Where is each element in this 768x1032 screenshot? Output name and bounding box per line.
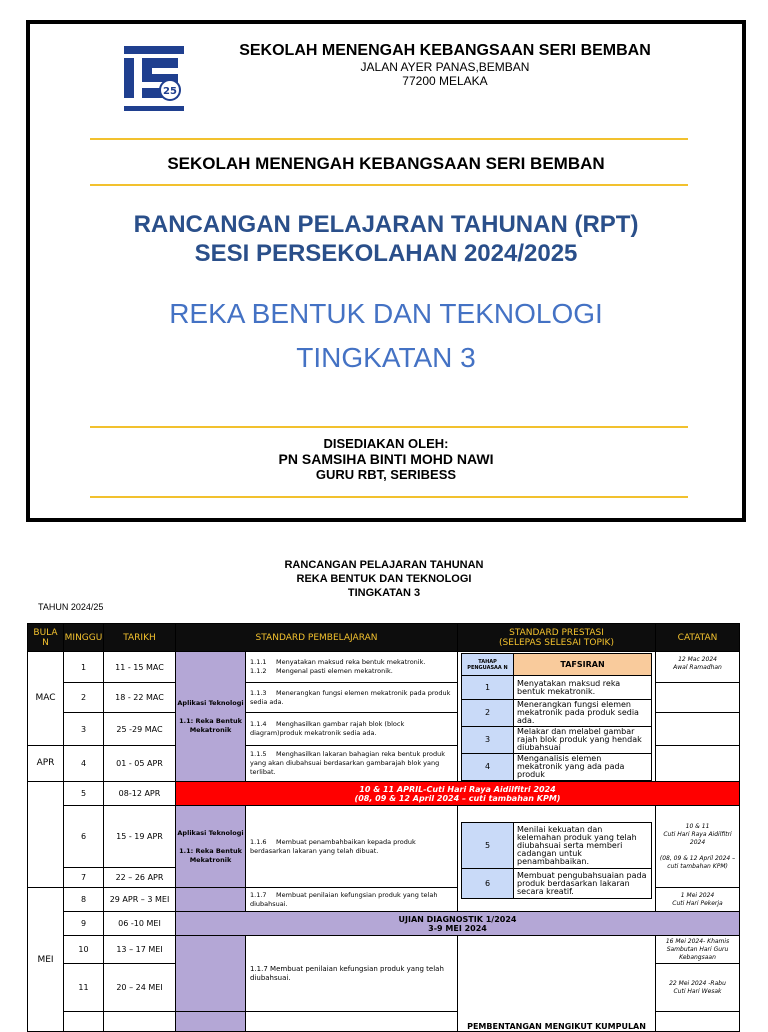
std-cell: 1.1.7 Membuat penilaian kefungsian produk yang telah diubahsuai.: [246, 936, 458, 1012]
level-text: Melakar dan melabel gambar rajah blok produk yang hendak diubahsuai: [514, 727, 652, 754]
teacher-role: GURU RBT, SERIBESS: [315, 467, 457, 482]
std-cell: [246, 888, 458, 912]
prestasi-cell: [458, 806, 656, 912]
std-text: Menghasilkan lakaran bahagian reka bentuk produk yang akan diubahsuai berdasarkan gambarajah blok yang terlibat.: [250, 749, 445, 776]
std-no: 1.1.2: [250, 667, 267, 676]
holiday-line2: (08, 09 & 12 April 2024 – cuti tambahan KPM): [354, 793, 561, 803]
col-bulan: BULA N: [28, 624, 64, 652]
topic-cell: [176, 652, 246, 782]
std-text: Membuat penambahbaikan kepada produk berdasarkan lakaran yang telah dibuat.: [250, 837, 416, 855]
topic-title: Aplikasi Teknologi: [177, 828, 244, 837]
level-no: 5: [462, 823, 514, 869]
exam-line1: UJIAN DIAGNOSTIK 1/2024: [398, 914, 517, 924]
prestasi-table: [461, 822, 652, 899]
note-w8: 1 Mei 2024 Cuti Hari Pekerja: [656, 888, 740, 912]
month-mei: MEI: [28, 888, 64, 1032]
level-no: 2: [462, 700, 514, 727]
plan-heading: [0, 558, 768, 600]
week-no: 8: [64, 888, 104, 912]
school-header: [210, 42, 680, 88]
rpt-title: [30, 210, 742, 268]
col-minggu: MINGGU: [64, 624, 104, 652]
form-level: TINGKATAN 3: [296, 342, 476, 373]
col-catatan: CATATAN: [656, 624, 740, 652]
table-row: [28, 912, 740, 936]
week-no: 4: [64, 745, 104, 781]
level-text: Membuat pengubahsuaian pada produk berdasarkan lakaran secara kreatif.: [514, 869, 652, 899]
col-standard-pembelajaran: STANDARD PEMBELAJARAN: [176, 624, 458, 652]
level-text: Menerangkan fungsi elemen mekatronik pada produk sedia ada.: [514, 700, 652, 727]
cell-empty: [246, 1012, 458, 1032]
week-no: 11: [64, 964, 104, 1012]
divider: [90, 496, 688, 498]
school-name: SEKOLAH MENENGAH KEBANGSAAN SERI BEMBAN: [239, 42, 651, 59]
week-date: 18 - 22 MAC: [104, 683, 176, 713]
divider: [90, 426, 688, 428]
table-row: [28, 936, 740, 964]
prepared-label: DISEDIAKAN OLEH:: [323, 436, 449, 451]
year-label: TAHUN 2024/25: [38, 602, 104, 612]
plan-heading-3: TINGKATAN 3: [347, 587, 421, 599]
title-line1: RANCANGAN PELAJARAN TAHUNAN (RPT): [133, 211, 639, 238]
note-empty: [656, 683, 740, 713]
topic-empty: [176, 1012, 246, 1032]
week-no: 2: [64, 683, 104, 713]
week-date: 15 - 19 APR: [104, 806, 176, 868]
level-text: Menganalisis elemen mekatronik yang ada pada produk: [514, 754, 652, 781]
week-date: 22 – 26 APR: [104, 868, 176, 888]
week-no: 5: [64, 782, 104, 806]
note-empty: [656, 745, 740, 781]
table-header-row: [28, 624, 740, 652]
week-date: 01 - 05 APR: [104, 745, 176, 781]
note-w1: 12 Mac 2024 Awal Ramadhan: [656, 652, 740, 683]
topic-empty: [176, 888, 246, 912]
level-no: 3: [462, 727, 514, 754]
std-text: Membuat penilaian kefungsian produk yang telah diubahsuai.: [250, 890, 438, 908]
std-no: 1.1.7: [250, 890, 267, 899]
exam-banner: [176, 912, 740, 936]
std-cell: [246, 806, 458, 888]
level-text: Menyatakan maksud reka bentuk mekatronik.: [514, 676, 652, 700]
divider: [90, 184, 688, 186]
cell-empty: [104, 1012, 176, 1032]
std-text: Mengenal pasti elemen mekatronik.: [276, 667, 393, 676]
std-no: 1.1.4: [250, 720, 267, 729]
plan-table: [27, 623, 740, 1032]
std-cell: [246, 713, 458, 745]
std-no: 1.1.1: [250, 658, 267, 667]
prestasi-cell: [458, 936, 656, 1032]
month-apr: APR: [28, 745, 64, 781]
std-text: Menyatakan maksud reka bentuk mekatronik.: [276, 658, 426, 667]
std-text: Menerangkan fungsi elemen mekatronik pada produk sedia ada.: [250, 688, 451, 706]
week-date: 25 -29 MAC: [104, 713, 176, 745]
week-date: 11 - 15 MAC: [104, 652, 176, 683]
teacher-name: PN SAMSIHA BINTI MOHD NAWI: [278, 451, 494, 467]
school-name-repeat: SEKOLAH MENENGAH KEBANGSAAN SERI BEMBAN: [167, 154, 605, 173]
week-date: 29 APR – 3 MEI: [104, 888, 176, 912]
sp-title: STANDARD PRESTASI: [509, 627, 604, 638]
plan-heading-2: REKA BENTUK DAN TEKNOLOGI: [296, 573, 472, 585]
prestasi-table: [461, 653, 652, 781]
exam-line2: 3-9 MEI 2024: [428, 923, 487, 933]
note-w11: 22 Mei 2024 -Rabu Cuti Hari Wesak: [656, 964, 740, 1012]
tahap-header: TAHAP PENGUASAA N: [462, 654, 514, 676]
note-w10: 16 Mei 2024- Khamis Sambutan Hari Guru Kebangsaan: [656, 936, 740, 964]
table-row: [28, 806, 740, 868]
topic-sub: 1.1: Reka Bentuk Mekatronik: [179, 846, 242, 864]
cell-empty: [64, 1012, 104, 1032]
std-cell: [246, 683, 458, 713]
week-date: 20 – 24 MEI: [104, 964, 176, 1012]
table-row: [28, 782, 740, 806]
bottom-cut-text: PEMBENTANGAN MENGIKUT KUMPULAN: [467, 1022, 646, 1031]
table-row: [28, 652, 740, 683]
divider: [90, 138, 688, 140]
week-date: 06 -10 MEI: [104, 912, 176, 936]
level-no: 6: [462, 869, 514, 899]
month-mac: MAC: [28, 652, 64, 746]
week-no: 3: [64, 713, 104, 745]
col-standard-prestasi: [458, 624, 656, 652]
std-text: Menghasilkan gambar rajah blok (block diagram)produk mekatronik sedia ada.: [250, 720, 405, 738]
topic-cell: [176, 806, 246, 888]
week-date: 13 – 17 MEI: [104, 936, 176, 964]
sp-subtitle: (SELEPAS SELESAI TOPIK): [499, 637, 614, 648]
address-line2: 77200 MELAKA: [402, 74, 488, 88]
col-tarikh: TARIKH: [104, 624, 176, 652]
prestasi-cell: [458, 652, 656, 782]
std-no: 1.1.6: [250, 837, 267, 846]
cover-page: [26, 20, 746, 522]
std-no: 1.1.5: [250, 749, 267, 758]
school-logo: [122, 42, 186, 116]
topic-sub: 1.1: Reka Bentuk Mekatronik: [179, 716, 242, 734]
week-no: 6: [64, 806, 104, 868]
svg-text:25: 25: [163, 86, 177, 97]
std-cell: [246, 745, 458, 781]
tafsiran-header: TAFSIRAN: [514, 654, 652, 676]
holiday-line1: 10 & 11 APRIL-Cuti Hari Raya Aidilfitri 2024: [359, 784, 556, 794]
topic-title: Aplikasi Teknologi: [177, 698, 244, 707]
note-empty: [656, 713, 740, 745]
week-date: 08-12 APR: [104, 782, 176, 806]
topic-empty: [176, 936, 246, 1012]
address-line1: JALAN AYER PANAS,BEMBAN: [360, 60, 530, 74]
week-no: 10: [64, 936, 104, 964]
week-no: 9: [64, 912, 104, 936]
subject-title: REKA BENTUK DAN TEKNOLOGI: [169, 298, 603, 329]
month-empty: [28, 782, 64, 888]
cell-empty: [656, 1012, 740, 1032]
std-cell: [246, 652, 458, 683]
level-text: Menilai kekuatan dan kelemahan produk yang telah diubahsuai serta memberi cadangan untuk penambahbaikan.: [514, 823, 652, 869]
prepared-by: [30, 436, 742, 482]
week-no: 1: [64, 652, 104, 683]
note-w6: 10 & 11 Cuti Hari Raya Aidilfitri 2024 (08, 09 & 12 April 2024 – cuti tambahan KPM): [656, 806, 740, 888]
plan-heading-1: RANCANGAN PELAJARAN TAHUNAN: [284, 559, 484, 571]
level-no: 4: [462, 754, 514, 781]
level-no: 1: [462, 676, 514, 700]
holiday-banner: [176, 782, 740, 806]
title-line2: SESI PERSEKOLAHAN 2024/2025: [194, 240, 578, 267]
std-no: 1.1.3: [250, 688, 267, 697]
week-no: 7: [64, 868, 104, 888]
